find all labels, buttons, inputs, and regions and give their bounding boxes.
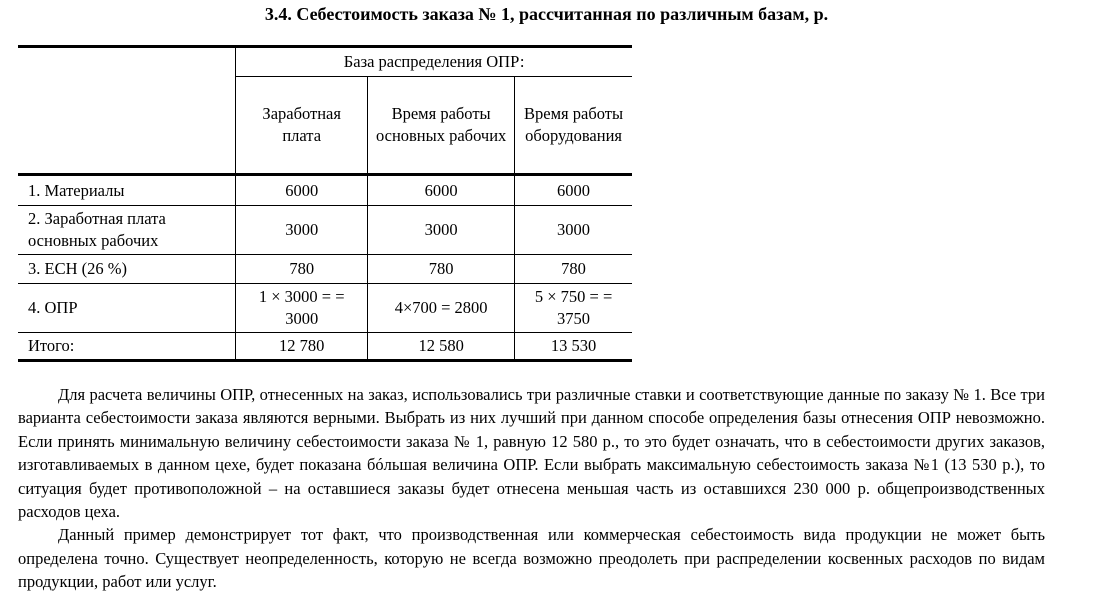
table-cell: 780	[236, 255, 368, 284]
row-label: Итого:	[28, 336, 75, 355]
table-caption: 3.4. Себестоимость заказа № 1, рассчитанная по различным базам, р.	[264, 4, 829, 24]
table-header-row	[18, 47, 632, 77]
table-total-row	[18, 333, 632, 361]
table-cell: 3000	[515, 206, 632, 255]
table-cell: 6000	[236, 175, 368, 206]
column-header-wages: Заработная плата	[236, 77, 368, 175]
table-row	[18, 284, 632, 333]
table-row	[18, 206, 632, 255]
column-header-equipment-time: Время работы оборудования	[515, 77, 632, 175]
table-row	[18, 255, 632, 284]
row-label: 3. ЕСН (26 %)	[18, 255, 236, 284]
table-cell: 3000	[368, 206, 515, 255]
table-cell: 13 530	[515, 333, 632, 361]
paragraph: Данный пример демонстрирует тот факт, что производственная или коммерческая себестоимость вида продукции не может быть определена точно. Существует неопределенность, которую не всегда возможно преодолеть при распределении косвенных расходов по видам продукции, работ или услуг.	[18, 525, 1045, 592]
cost-table	[18, 45, 632, 362]
subheader-stub-cell	[18, 77, 236, 175]
table-cell: 6000	[515, 175, 632, 206]
paragraph: Для расчета величины ОПР, отнесенных на заказ, использовались три различные ставки и соответствующие данные по заказу № 1. Все три варианта себестоимости заказа являются верными. Выбрать из них лучший при данном способе определения базы отнесения ОПР невозможно. Если принять минимальную величину себестоимости заказа № 1, равную 12 580 р., то это будет означать, что в себестоимости других заказов, изготавливаемых в данном цехе, будет показана бóльшая величина ОПР. Если выбрать максимальную себестоимость заказа №1 (13 530 р.), то ситуация будет противоположной – на оставшиеся заказы будет отнесена меньшая часть из оставшихся 230 000 р. общепроизводственных расходов цеха.	[18, 385, 1045, 522]
table-row	[18, 175, 632, 206]
allocation-base-header: База распределения ОПР:	[236, 47, 632, 77]
table-cell: 1 × 3000 = = 3000	[236, 284, 368, 333]
row-label: 1. Материалы	[18, 175, 236, 206]
row-label: 4. ОПР	[18, 284, 236, 333]
header-stub-cell	[18, 47, 236, 77]
table-cell: 780	[368, 255, 515, 284]
table-cell: 12 780	[236, 333, 368, 361]
row-label: 2. Заработная плата основных рабочих	[18, 206, 236, 255]
table-cell: 12 580	[368, 333, 515, 361]
body-text	[18, 383, 1045, 594]
table-cell: 5 × 750 = = 3750	[515, 284, 632, 333]
column-header-worker-time: Время работы основных рабочих	[368, 77, 515, 175]
table-subheader-row	[18, 77, 632, 175]
table-cell: 6000	[368, 175, 515, 206]
table-cell: 4×700 = 2800	[368, 284, 515, 333]
table-cell: 780	[515, 255, 632, 284]
table-cell: 3000	[236, 206, 368, 255]
